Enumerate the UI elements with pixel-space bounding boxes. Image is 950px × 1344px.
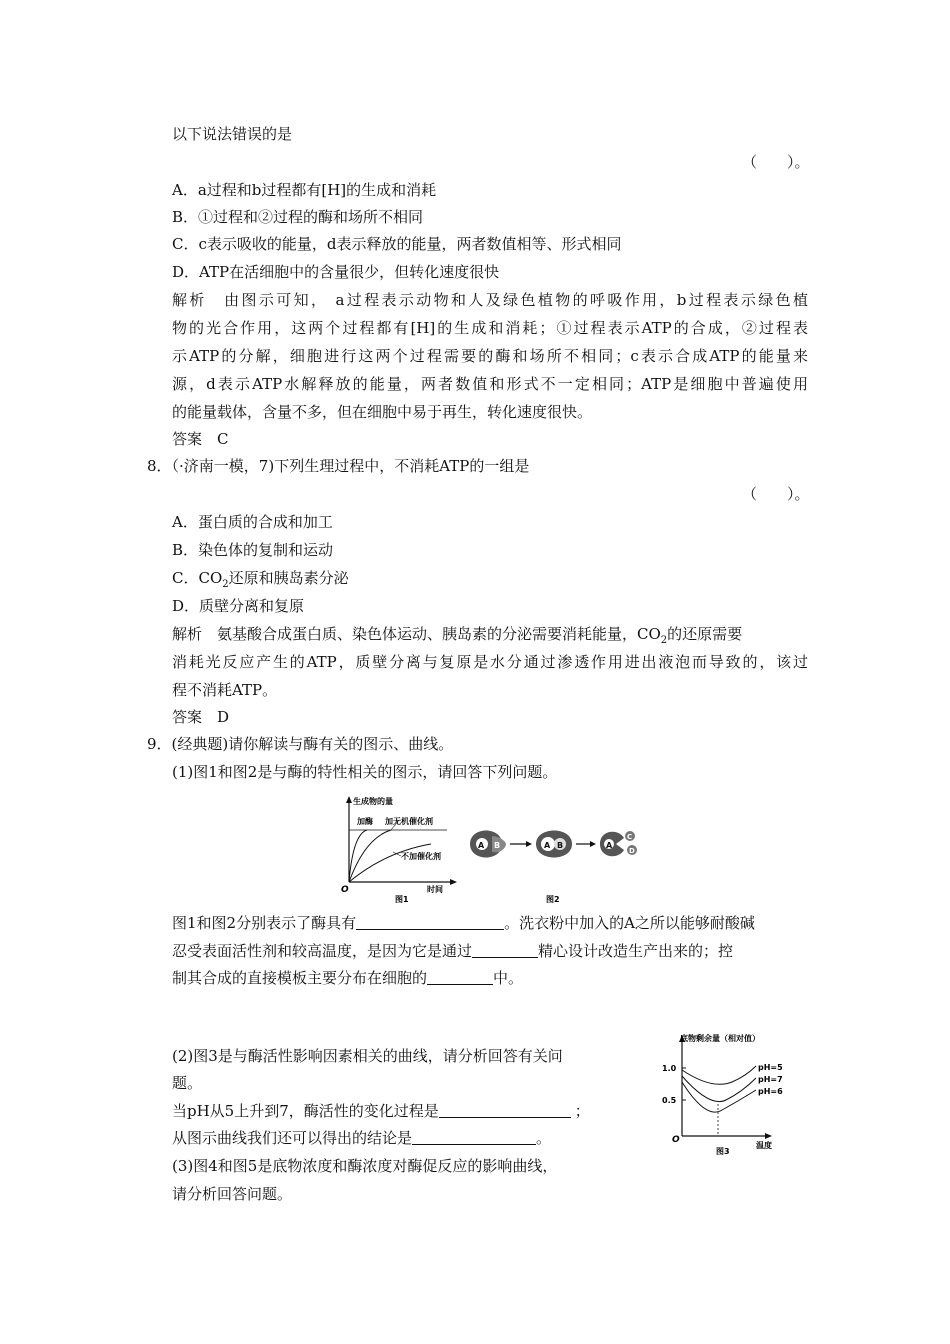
- svg-text:D: D: [629, 847, 635, 855]
- figure-3-label-ph7: pH=7: [758, 1075, 783, 1084]
- svg-text:B: B: [494, 841, 501, 850]
- svg-text:A: A: [478, 841, 485, 850]
- answer-blank-2[interactable]: [472, 943, 538, 958]
- figure-2-stage-3: [600, 831, 637, 856]
- q7-option-d: D．ATP在活细胞中的含量很少，但转化速度很快: [172, 263, 500, 281]
- q8-option-b: B．染色体的复制和运动: [172, 541, 334, 559]
- answer-blank-4[interactable]: [439, 1103, 571, 1118]
- q9-sub1-question-line-3: 制其合成的直接模板主要分布在细胞的 中。: [172, 969, 524, 987]
- q9-sub1-question-line-2: 忍受表面活性剂和较高温度，是因为它是通过 精心设计改造生产出来的；控: [172, 942, 734, 960]
- figure-1-xlabel: 时间: [427, 885, 443, 894]
- q7-option-a: A．a过程和b过程都有[H]的生成和消耗: [172, 181, 437, 199]
- q7-option-b: B．①过程和②过程的酶和场所不相同: [172, 208, 424, 226]
- svg-text:A: A: [606, 841, 613, 850]
- figure-3-ph-curves: [660, 1030, 790, 1158]
- q7-answer-bracket: （ ）。: [742, 153, 810, 171]
- figure-1-caption: 图1: [395, 895, 409, 904]
- svg-text:B: B: [557, 841, 564, 850]
- figure-3-xlabel: 温度: [756, 1141, 772, 1150]
- q8-option-d: D．质壁分离和复原: [172, 597, 305, 615]
- q8-stem: 8．（·济南一模，7)下列生理过程中，不消耗ATP的一组是: [147, 457, 530, 475]
- figure-1-origin: O: [341, 885, 349, 895]
- q9-sub1-question-line-1: 图1和图2分别表示了酶具有 。洗衣粉中加入的A之所以能够耐酸碱: [172, 914, 755, 932]
- svg-text:C: C: [627, 833, 633, 841]
- svg-text:A: A: [544, 841, 551, 850]
- q8-analysis-line-2: 消耗光反应产生的ATP，质壁分离与复原是水分通过渗透作用进出液泡而导致的，该过: [172, 653, 808, 671]
- q9-sub3-line-1: (3)图4和图5是底物浓度和酶浓度对酶促反应的影响曲线，: [172, 1157, 558, 1175]
- figure-3-ylabel: 底物剩余量（相对值）: [680, 1034, 760, 1043]
- figure-3-label-ph6: pH=6: [758, 1087, 783, 1096]
- q8-option-a: A．蛋白质的合成和加工: [172, 513, 333, 531]
- q9-sub2-line-1: (2)图3是与酶活性影响因素相关的曲线，请分析回答有关问: [172, 1047, 563, 1065]
- figure-1-enzyme-curves: [335, 792, 465, 904]
- figure-2-enzyme-diagram: [466, 822, 644, 904]
- q7-option-c: C．c表示吸收的能量，d表示释放的能量，两者数值相等、形式相同: [172, 235, 622, 253]
- q9-sub2-line-3: 当pH从5上升到7，酶活性的变化过程是 ；: [172, 1102, 590, 1120]
- q7-stem-tail: 以下说法错误的是: [172, 125, 293, 143]
- figure-3-origin: O: [672, 1135, 680, 1145]
- q7-analysis-line-4: 源，d表示ATP水解释放的能量，两者数值和形式不一定相同；ATP是细胞中普遍使用: [172, 375, 808, 393]
- q9-sub3-line-2: 请分析回答问题。: [172, 1185, 293, 1203]
- q7-analysis-line-5: 的能量载体，含量不多，但在细胞中易于再生，转化速度很快。: [172, 403, 593, 421]
- answer-blank-3[interactable]: [427, 970, 493, 985]
- q9-sub2-line-4: 从图示曲线我们还可以得出的结论是 。: [172, 1129, 552, 1147]
- q9-sub1-prompt: (1)图1和图2是与酶的特性相关的图示，请回答下列问题。: [172, 763, 558, 781]
- answer-blank-5[interactable]: [412, 1130, 536, 1145]
- figure-2-caption: 图2: [546, 895, 560, 904]
- figure-3-label-ph5: pH=5: [758, 1063, 783, 1072]
- q7-analysis-line-1: 解析 由图示可知， a过程表示动物和人及绿色植物的呼吸作用，b过程表示绿色植: [172, 291, 808, 309]
- figure-1-ylabel: 生成物的量: [353, 797, 393, 806]
- figure-3-ytick-mid: 0.5: [662, 1096, 677, 1105]
- figure-2-stage-1: [470, 831, 506, 858]
- q7-answer: 答案 C: [172, 430, 229, 448]
- figure-1-label-enzyme: 加酶: [357, 817, 373, 826]
- figure-1-label-inorganic: 加无机催化剂: [385, 817, 433, 826]
- q9-stem: 9．(经典题)请你解读与酶有关的图示、曲线。: [147, 735, 454, 753]
- q7-analysis-line-3: 示ATP的分解，细胞进行这两个过程需要的酶和场所不相同；c表示合成ATP的能量来: [172, 347, 808, 365]
- figure-2-stage-2: [536, 831, 572, 858]
- q8-analysis-line-1: 解析 氨基酸合成蛋白质、染色体运动、胰岛素的分泌需要消耗能量，$CO_2$的还原需要: [172, 625, 743, 646]
- q7-analysis-line-2: 物的光合作用，这两个过程都有[H]的生成和消耗；①过程表示ATP的合成，②过程表: [172, 319, 808, 337]
- q9-sub2-line-2: 题。: [172, 1074, 203, 1092]
- figure-1-label-none: 不加催化剂: [401, 852, 441, 861]
- q8-answer-bracket: （ ）。: [742, 485, 810, 503]
- answer-blank-1[interactable]: [356, 915, 504, 930]
- figure-3-caption: 图3: [716, 1147, 730, 1156]
- figure-3-ytick-top: 1.0: [662, 1064, 677, 1073]
- q8-answer: 答案 D: [172, 708, 230, 726]
- q8-analysis-line-3: 程不消耗ATP。: [172, 681, 278, 699]
- q8-option-c: C．$CO_2$还原和胰岛素分泌: [172, 569, 349, 590]
